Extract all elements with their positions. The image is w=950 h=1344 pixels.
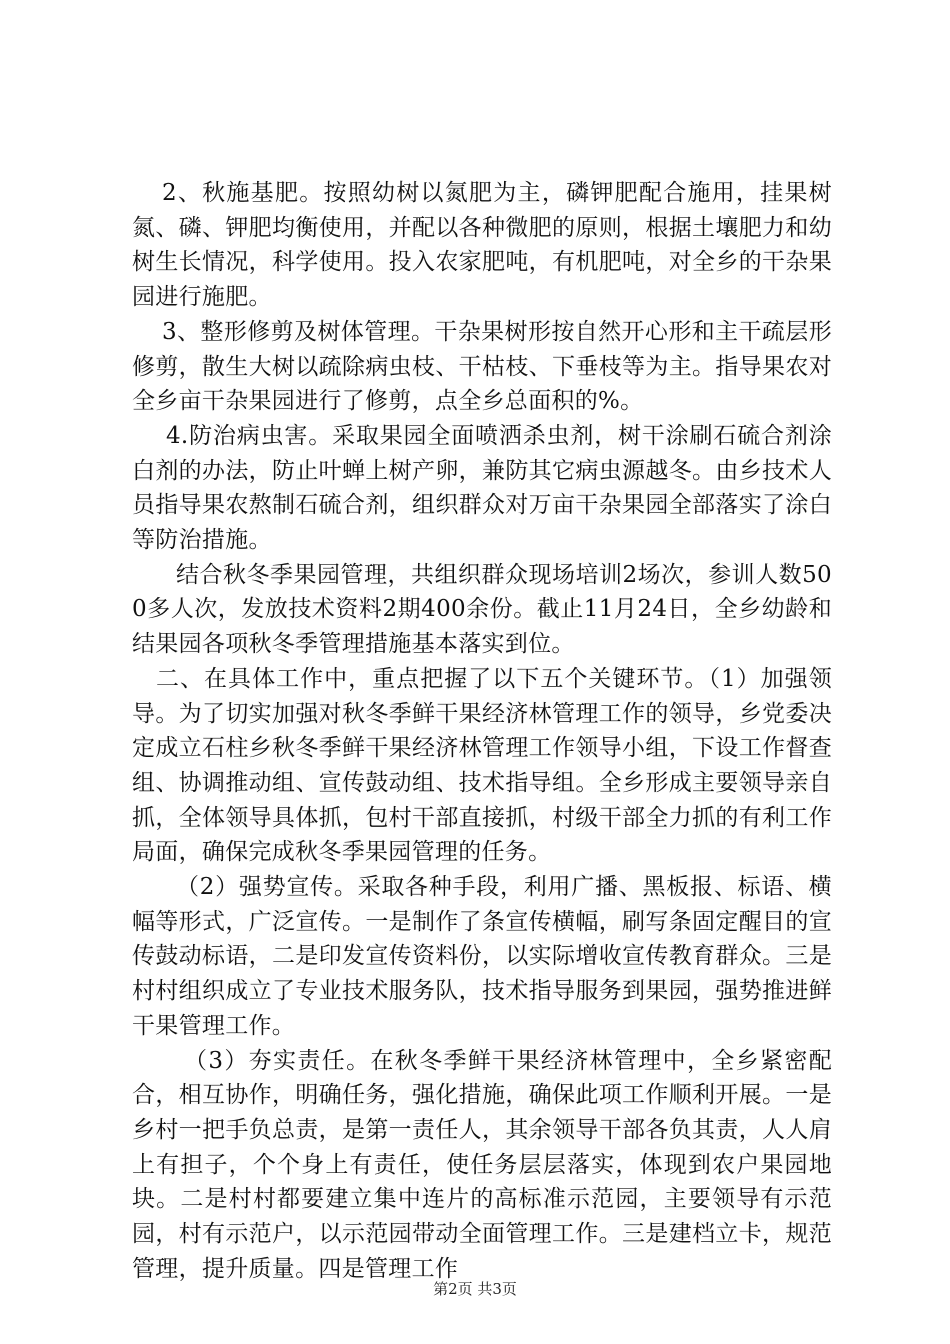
paragraph-key-links-leadership: 二、在具体工作中，重点把握了以下五个关键环节。（1）加强领导。为了切实加强对秋冬季鲜干果经济林管理工作的领导，乡党委决定成立石柱乡秋冬季鲜干果经济林管理工作领导小组，下设工作督查组、协调推动组、宣传鼓动组、技术指导组。全乡形成主要领导亲自抓，全体领导具体抓，包村干部直接抓，村级干部全力抓的有利工作局面，确保完成秋冬季果园管理的任务。 bbox=[132, 665, 832, 866]
page-footer: 第2页 共3页 bbox=[433, 1280, 517, 1298]
paragraph-pruning: 3、整形修剪及树体管理。干杂果树形按自然开心形和主干疏层形修剪，散生大树以疏除病虫枝、干枯枝、下垂枝等为主。指导果农对全乡亩干杂果园进行了修剪，点全乡总面积的%。 bbox=[132, 318, 832, 415]
document-body bbox=[132, 176, 832, 1287]
paragraph-responsibility: （3）夯实责任。在秋冬季鲜干果经济林管理中，全乡紧密配合，相互协作，明确任务，强化措施，确保此项工作顺利开展。一是乡村一把手负总责，是第一责任人，其余领导干部各负其责，人人肩上有担子，个个身上有责任，使任务层层落实，体现到农户果园地块。二是村村都要建立集中连片的高标准示范园，主要领导有示范园，村有示范户，以示范园带动全面管理工作。三是建档立卡，规范管理，提升质量。四是管理工作 bbox=[132, 1047, 832, 1282]
paragraph-training-summary: 结合秋冬季果园管理，共组织群众现场培训2场次，参训人数500多人次，发放技术资料2期400余份。截止11月24日，全乡幼龄和结果园各项秋冬季管理措施基本落实到位。 bbox=[132, 561, 832, 658]
paragraph-pest-control: 4.防治病虫害。采取果园全面喷洒杀虫剂，树干涂刷石硫合剂涂白剂的办法，防止叶蝉上树产卵，兼防其它病虫源越冬。由乡技术人员指导果农熬制石硫合剂，组织群众对万亩干杂果园全部落实了涂白等防治措施。 bbox=[132, 422, 832, 554]
paragraph-publicity: （2）强势宣传。采取各种手段，利用广播、黑板报、标语、横幅等形式，广泛宣传。一是制作了条宣传横幅，刷写条固定醒目的宣传鼓动标语，二是印发宣传资料份，以实际增收宣传教育群众。三是村村组织成立了专业技术服务队，技术指导服务到果园，强势推进鲜干果管理工作。 bbox=[132, 874, 832, 1039]
paragraph-autumn-fertilizer: 2、秋施基肥。按照幼树以氮肥为主，磷钾肥配合施用，挂果树氮、磷、钾肥均衡使用，并配以各种微肥的原则，根据土壤肥力和幼树生长情况，科学使用。投入农家肥吨，有机肥吨，对全乡的干杂果园进行施肥。 bbox=[132, 180, 832, 311]
